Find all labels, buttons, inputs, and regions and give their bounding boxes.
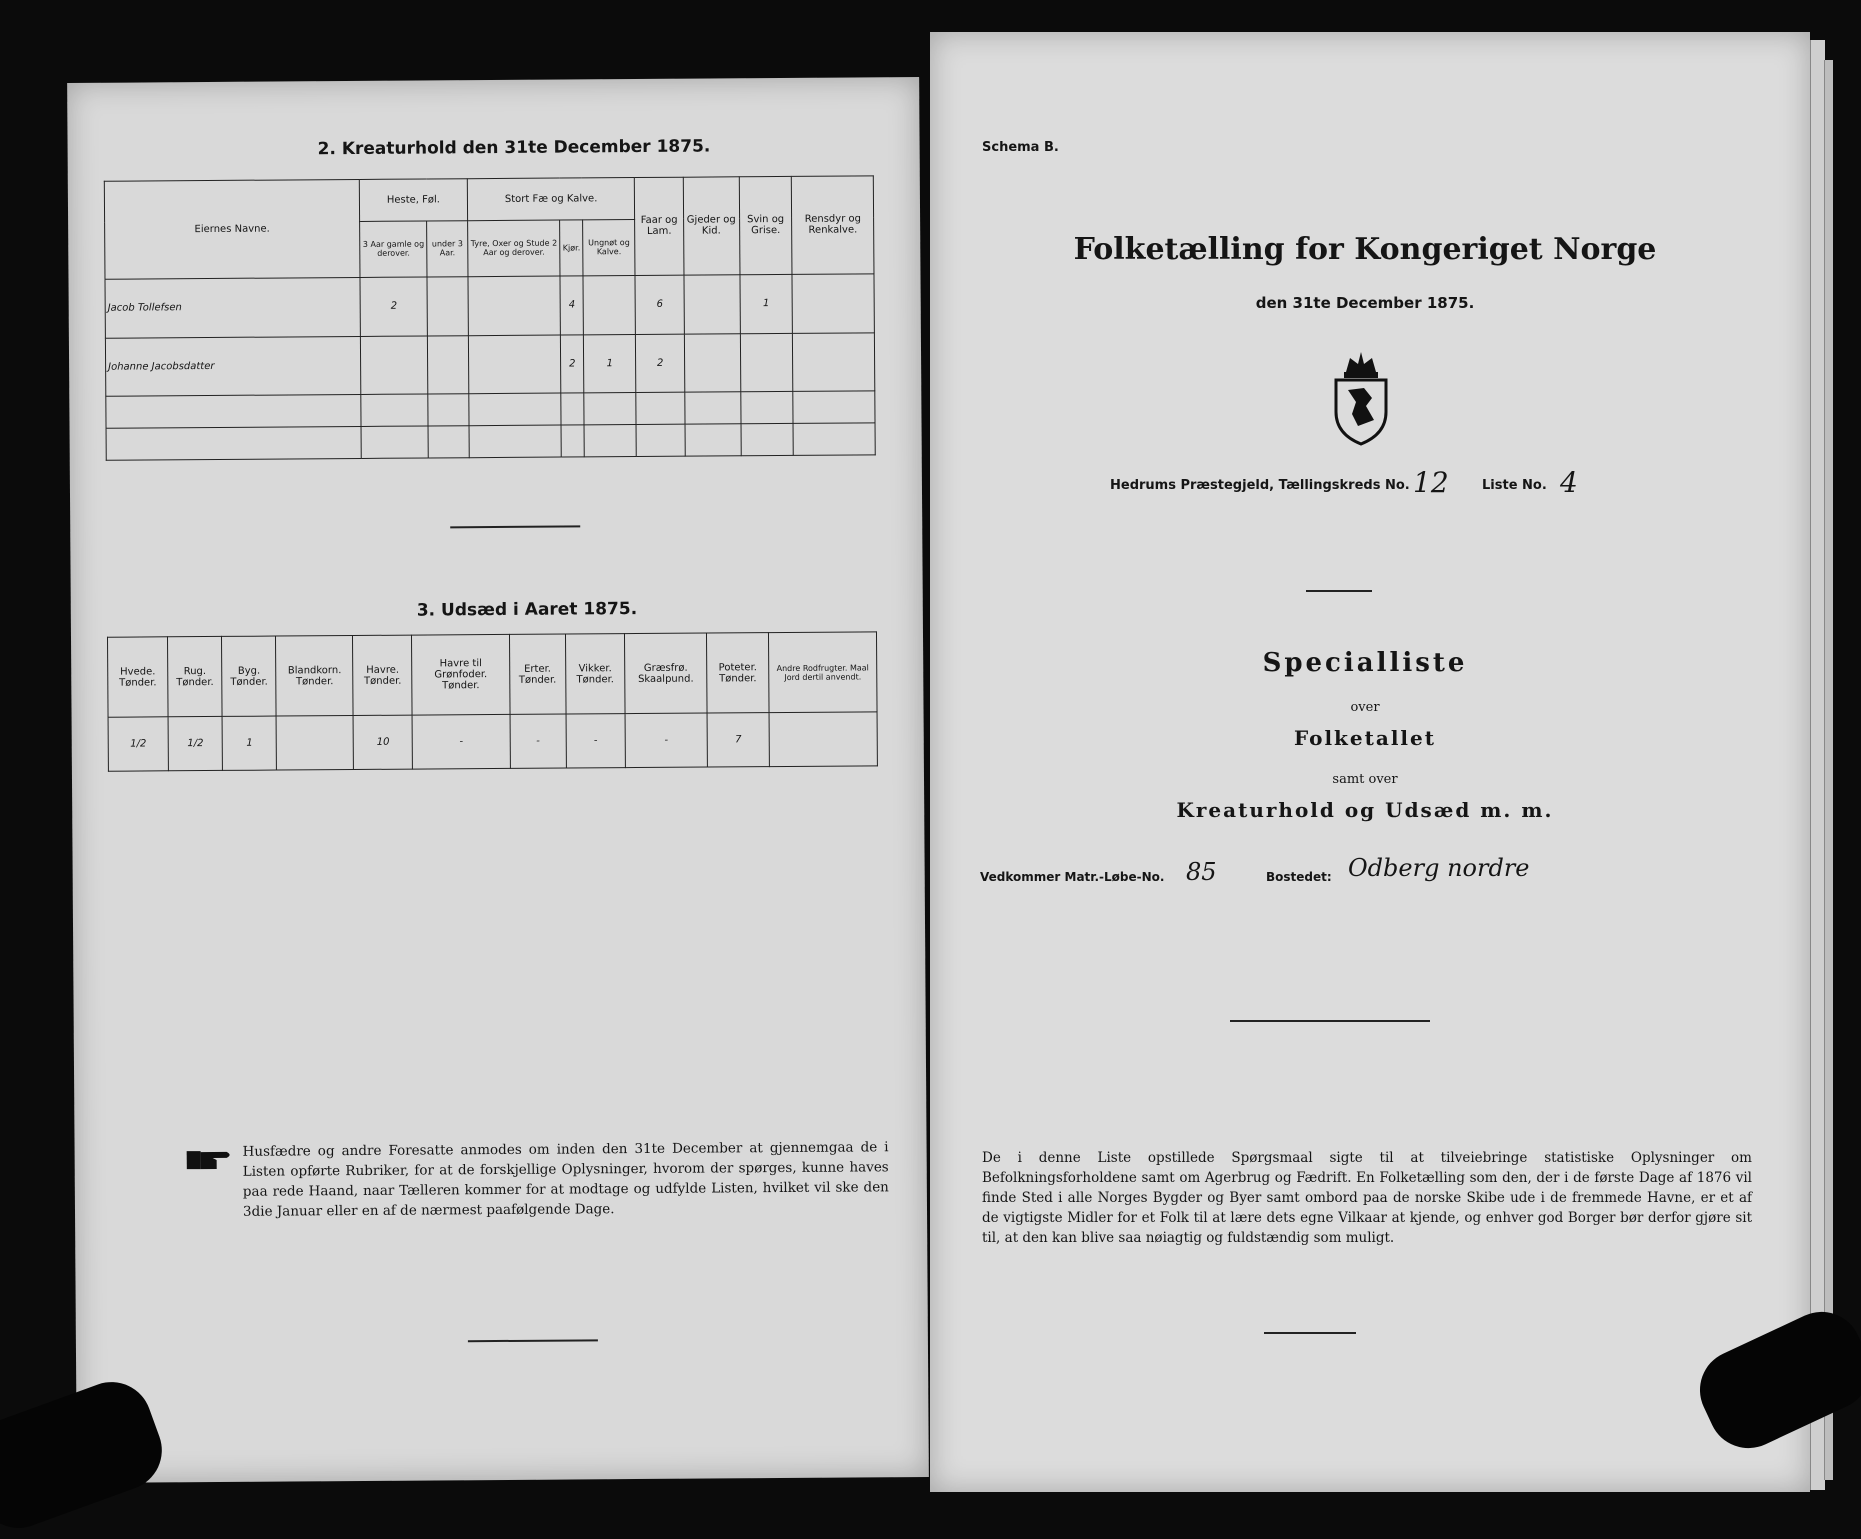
main-title: Folketælling for Kongeriget Norge: [1073, 232, 1657, 267]
sowing-header: Havre. Tønder.: [353, 635, 412, 715]
sowing-value: 1: [222, 716, 277, 770]
value-cell: [740, 333, 793, 392]
sowing-value: -: [510, 714, 567, 768]
horses-header: Heste, Føl.: [359, 179, 467, 221]
list-label: Liste No.: [1482, 478, 1547, 493]
sowing-table: [107, 631, 878, 771]
sowing-header: Rug. Tønder.: [168, 636, 223, 716]
sowing-value: -: [625, 713, 707, 768]
divider: [1264, 1332, 1356, 1334]
sowing-header: Hvede. Tønder.: [107, 637, 168, 717]
sowing-value: -: [412, 714, 510, 769]
sowing-header: Vikker. Tønder.: [565, 634, 625, 714]
sowing-header: Havre til Grønfoder. Tønder.: [412, 634, 510, 715]
owner-header: Eiernes Navne.: [104, 179, 360, 279]
folketallet-heading: Folketallet: [1294, 726, 1436, 750]
value-cell: 6: [635, 275, 684, 334]
district-number: 12: [1413, 466, 1449, 499]
value-cell: 4: [560, 276, 583, 335]
explanation-paragraph: De i denne Liste opstillede Spørgsmaal sigte til at tilveiebringe statistiske Oplysninger om Befolkningsforholdene samt om Agerbrug og Fædrift. En Folketælling som den, der i de første Dage af 1876 vil finde Sted i alle Norges Bygder og Byer samt ombord paa de norske Skibe ude i de fremmede Havne, er et af de vigtigste Midler for et Folk til at lære dets egne Vilkaar at kjende, og enhver god Borger bør derfor gjøre sit til, at den kan blive saa nøiagtig og fuldstændig som muligt.: [982, 1150, 1752, 1246]
bosted-label: Bostedet:: [1266, 870, 1332, 884]
section2-title: 2. Kreaturhold den 31te December 1875.: [317, 136, 711, 160]
schema-label: Schema B.: [982, 140, 1059, 155]
coat-of-arms-icon: [1328, 350, 1394, 446]
table-row: [106, 391, 875, 428]
pigs-header: Svin og Grise.: [739, 176, 793, 274]
sowing-header: Poteter. Tønder.: [707, 633, 769, 713]
cattle-sub3: Ungnøt og Kalve.: [583, 219, 636, 276]
value-cell: [684, 275, 740, 334]
matr-label: Vedkommer Matr.-Løbe-No.: [980, 870, 1165, 884]
sowing-value: [276, 716, 353, 771]
divider: [1230, 1020, 1430, 1022]
census-date: den 31te December 1875.: [1255, 294, 1475, 312]
value-cell: [793, 332, 875, 391]
sowing-value: 1/2: [168, 716, 223, 770]
value-cell: 2: [561, 335, 584, 394]
section3-title: 3. Udsæd i Aaret 1875.: [416, 599, 638, 621]
cattle-sub2: Kjør.: [560, 219, 583, 275]
cattle-sub1: Tyre, Oxer og Stude 2 Aar og derover.: [467, 220, 560, 277]
page-edge: [1824, 60, 1833, 1480]
page-edge: [1810, 40, 1825, 1490]
sowing-header: Andre Rodfrugter. Maal Jord dertil anvendt.: [769, 632, 878, 713]
goats-header: Gjeder og Kid.: [683, 177, 740, 275]
sowing-value: -: [566, 714, 625, 768]
list-number: 4: [1560, 466, 1578, 499]
livestock-table: [104, 175, 876, 460]
matr-number: 85: [1186, 858, 1217, 886]
table-row: [106, 423, 875, 460]
value-cell: [468, 335, 561, 394]
value-cell: 2: [636, 334, 685, 393]
table-row: [108, 712, 877, 771]
sowing-header: Byg. Tønder.: [222, 636, 277, 716]
value-cell: [360, 336, 428, 395]
value-cell: [427, 277, 468, 336]
value-cell: [684, 333, 740, 392]
specialliste-heading: Specialliste: [1262, 648, 1468, 678]
sowing-value: 7: [707, 713, 769, 767]
bosted-value: Odberg nordre: [1348, 854, 1530, 882]
sowing-value: 10: [353, 715, 412, 769]
over-text: over: [1350, 700, 1380, 715]
sowing-value: [769, 712, 877, 767]
parish-label: Hedrums Præstegjeld, Tællingskreds No.: [1110, 478, 1410, 493]
left-page: [67, 77, 929, 1483]
divider: [1306, 590, 1372, 592]
value-cell: 2: [360, 277, 428, 336]
value-cell: 1: [583, 334, 636, 393]
pointing-hand-icon: [187, 1147, 233, 1173]
sowing-header: Erter. Tønder.: [509, 634, 566, 714]
table-row: [105, 332, 874, 396]
reindeer-header: Rensdyr og Renkalve.: [792, 176, 874, 274]
value-cell: [583, 275, 636, 334]
cattle-header: Stort Fæ og Kalve.: [467, 178, 635, 221]
table-row: [105, 274, 874, 338]
owner-cell: Jacob Tollefsen: [105, 277, 360, 338]
value-cell: [468, 276, 561, 335]
sowing-value: 1/2: [108, 717, 168, 771]
sowing-header: Blandkorn. Tønder.: [276, 636, 354, 717]
value-cell: 1: [740, 274, 793, 333]
notice-text: Husfædre og andre Foresatte anmodes om inden den 31te December at gjennemgaa de i Listen opførte Rubriker, for at de forskjellige Oplysninger, hvorom der spørges, kunne haves paa rede Haand, naar Tælleren kommer for at modtage og udfylde Listen, hvilket vil ske den 3die Januar eller en af de nærmest paafølgende Dage.: [242, 1139, 889, 1220]
divider: [468, 1339, 598, 1342]
value-cell: [792, 274, 874, 333]
horses-sub2: under 3 Aar.: [427, 220, 468, 277]
right-page: [930, 32, 1810, 1492]
sheep-header: Faar og Lam.: [635, 177, 684, 275]
samt-over-text: samt over: [1332, 772, 1398, 787]
sowing-header: Græsfrø. Skaalpund.: [624, 633, 707, 714]
value-cell: [428, 335, 469, 394]
divider: [450, 525, 580, 527]
horses-sub1: 3 Aar gamle og derover.: [360, 221, 428, 278]
kreaturhold-heading: Kreaturhold og Udsæd m. m.: [1176, 798, 1554, 822]
owner-cell: Johanne Jacobsdatter: [105, 336, 360, 397]
